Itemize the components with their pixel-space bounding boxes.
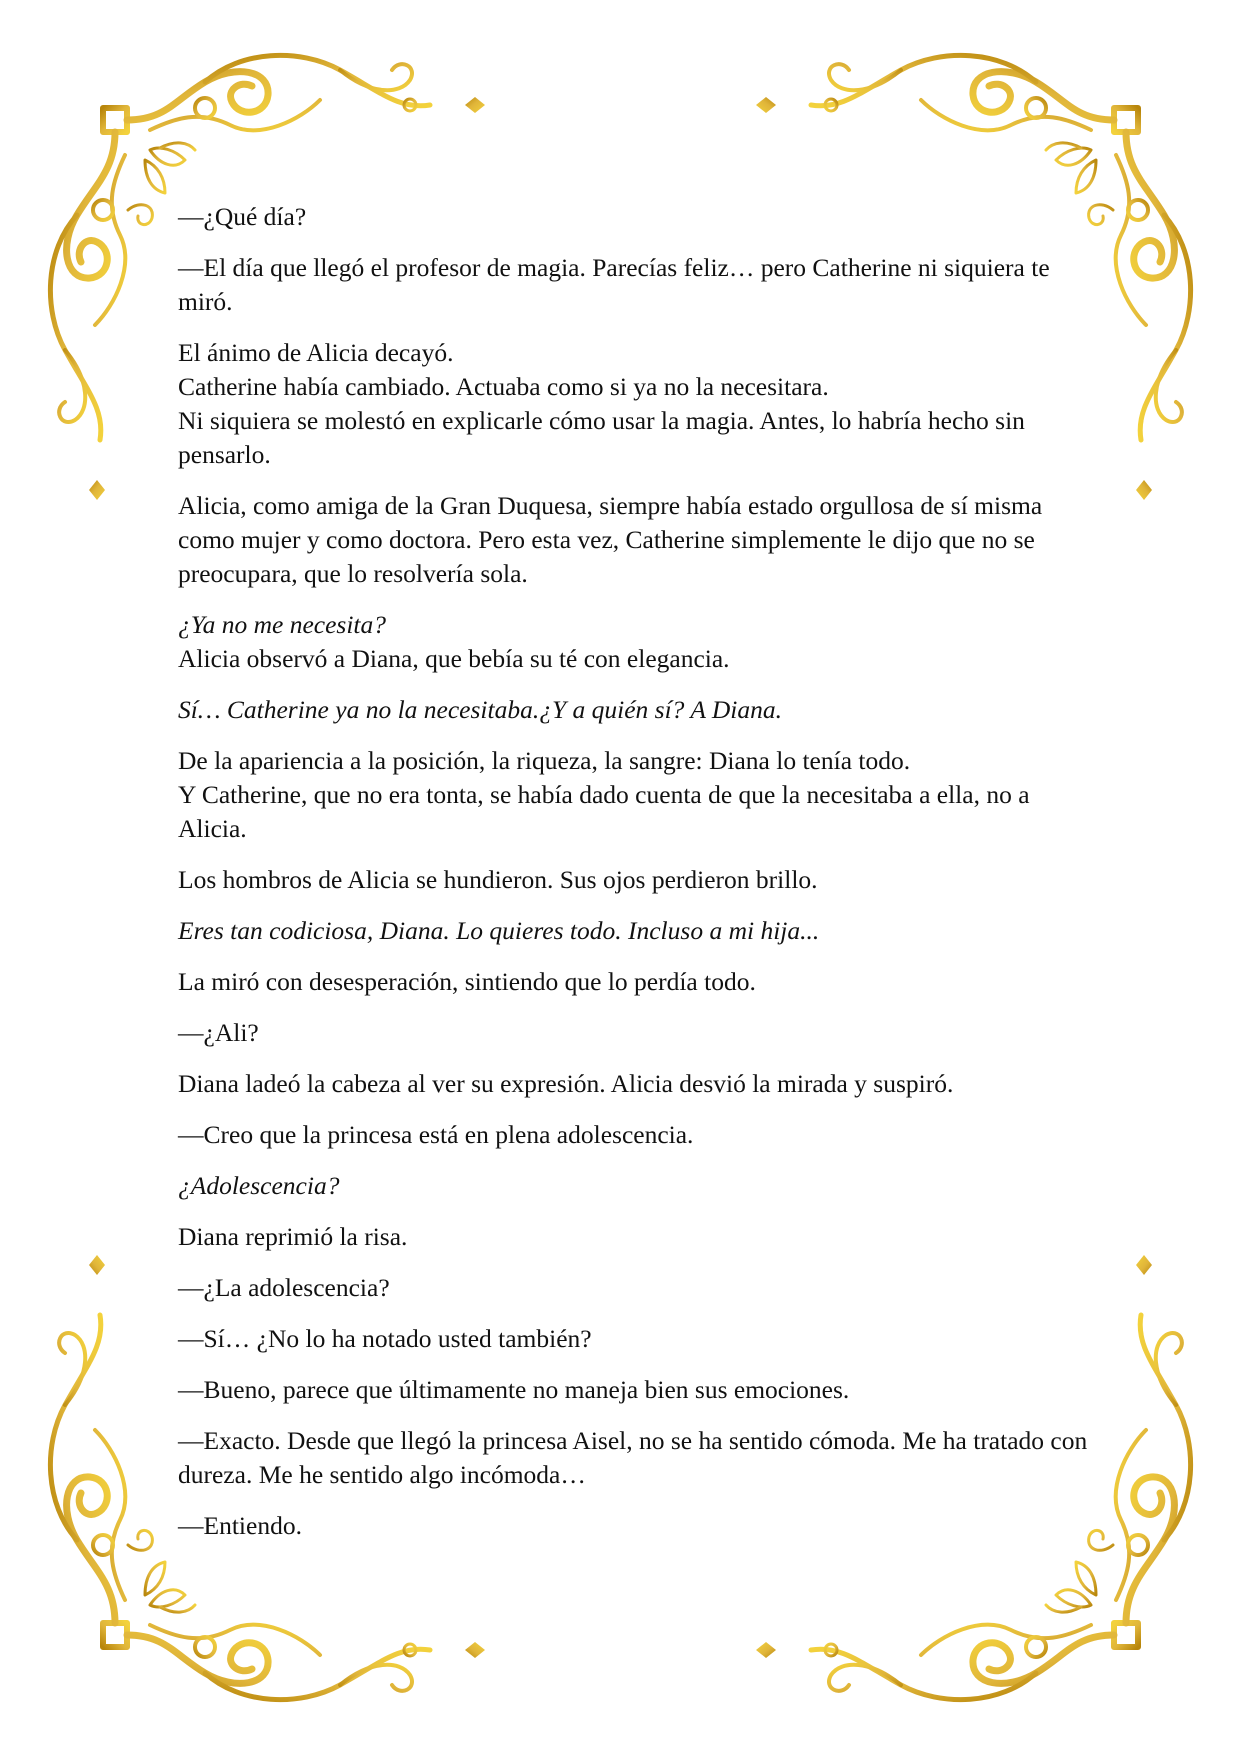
- paragraph: [178, 1220, 1088, 1254]
- paragraph: [178, 489, 1088, 591]
- paragraph: [178, 863, 1088, 897]
- italic-thought: ¿Ya no me necesita?: [178, 610, 386, 639]
- text-line: Y Catherine, que no era tonta, se había dado cuenta de que la necesitaba a ella, no a Alicia.: [178, 780, 1030, 843]
- italic-thought: ¿Adolescencia?: [178, 1171, 340, 1200]
- text-line: Los hombros de Alicia se hundieron. Sus ojos perdieron brillo.: [178, 865, 818, 894]
- text-line: —¿Qué día?: [178, 202, 307, 231]
- text-line: —El día que llegó el profesor de magia. Parecías feliz… pero Catherine ni siquiera te miró.: [178, 253, 1050, 316]
- paragraph: [178, 744, 1088, 846]
- paragraph: [178, 200, 1088, 234]
- text-line: —Entiendo.: [178, 1511, 302, 1540]
- text-line: Diana ladeó la cabeza al ver su expresión. Alicia desvió la mirada y suspiró.: [178, 1069, 954, 1098]
- text-line: —¿La adolescencia?: [178, 1273, 390, 1302]
- text-line: El ánimo de Alicia decayó.: [178, 338, 454, 367]
- paragraph: [178, 251, 1088, 319]
- document-body: [178, 200, 1088, 1560]
- text-line: Diana reprimió la risa.: [178, 1222, 408, 1251]
- text-line: —Exacto. Desde que llegó la princesa Aisel, no se ha sentido cómoda. Me ha tratado con dureza. Me he sentido algo incómoda…: [178, 1426, 1088, 1489]
- text-line: Catherine había cambiado. Actuaba como si ya no la necesitara.: [178, 372, 829, 401]
- text-line: Alicia, como amiga de la Gran Duquesa, siempre había estado orgullosa de sí misma como mujer y como doctora. Pero esta vez, Catherine simplemente le dijo que no se preocupara, que lo resolvería sola.: [178, 491, 1043, 588]
- text-line: —Bueno, parece que últimamente no maneja bien sus emociones.: [178, 1375, 850, 1404]
- paragraph: [178, 1169, 1088, 1203]
- paragraph: [178, 1016, 1088, 1050]
- paragraph: [178, 1271, 1088, 1305]
- italic-thought: Eres tan codiciosa, Diana. Lo quieres todo. Incluso a mi hija...: [178, 916, 820, 945]
- text-line: La miró con desesperación, sintiendo que lo perdía todo.: [178, 967, 756, 996]
- paragraph: [178, 1118, 1088, 1152]
- text-line: —Creo que la princesa está en plena adolescencia.: [178, 1120, 694, 1149]
- paragraph: [178, 1322, 1088, 1356]
- paragraph: [178, 336, 1088, 472]
- paragraph: [178, 1067, 1088, 1101]
- text-line: Alicia observó a Diana, que bebía su té con elegancia.: [178, 644, 730, 673]
- text-line: Ni siquiera se molestó en explicarle cómo usar la magia. Antes, lo habría hecho sin pensarlo.: [178, 406, 1025, 469]
- text-line: —¿Ali?: [178, 1018, 259, 1047]
- paragraph: [178, 1373, 1088, 1407]
- paragraph: [178, 1509, 1088, 1543]
- paragraph: [178, 608, 1088, 676]
- paragraph: [178, 1424, 1088, 1492]
- paragraph: [178, 914, 1088, 948]
- paragraph: [178, 965, 1088, 999]
- italic-thought: Sí… Catherine ya no la necesitaba.¿Y a quién sí? A Diana.: [178, 695, 782, 724]
- paragraph: [178, 693, 1088, 727]
- text-line: De la apariencia a la posición, la riqueza, la sangre: Diana lo tenía todo.: [178, 746, 911, 775]
- text-line: —Sí… ¿No lo ha notado usted también?: [178, 1324, 592, 1353]
